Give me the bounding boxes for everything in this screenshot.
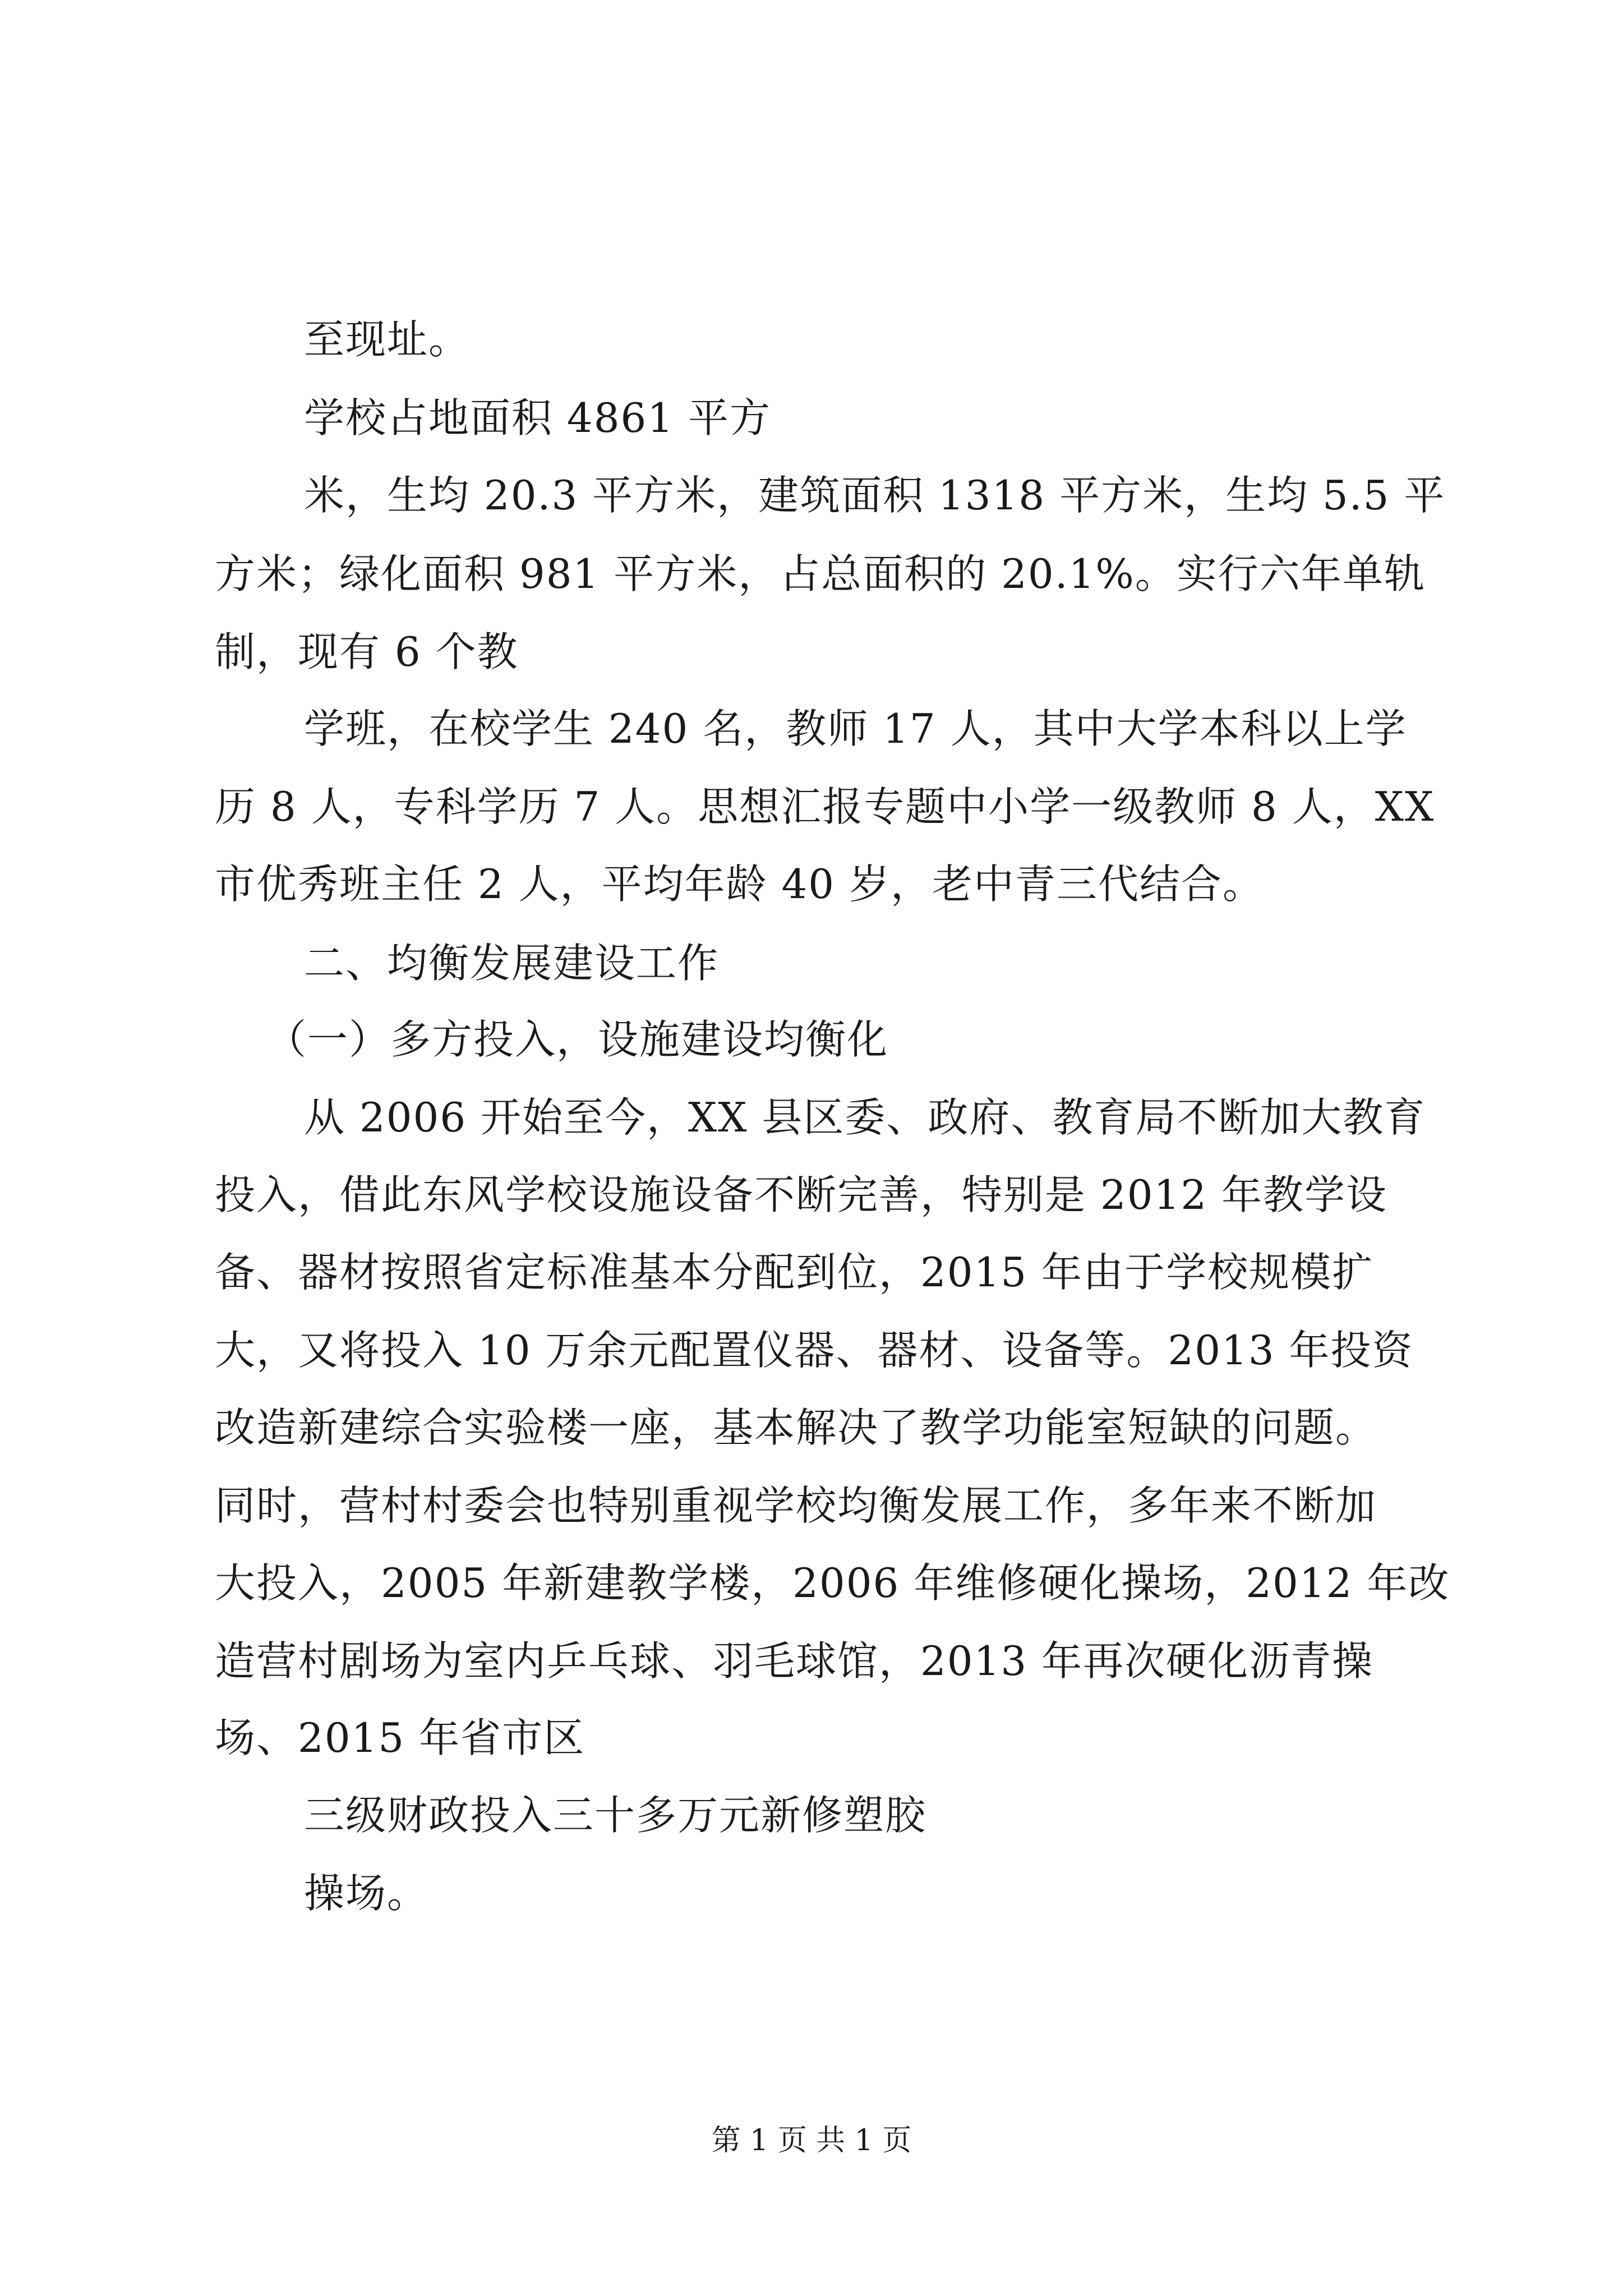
- section-heading: 二、均衡发展建设工作: [304, 940, 720, 987]
- text-line: 方米；绿化面积 981 平方米，占总面积的 20.1%。实行六年单轨: [215, 550, 1426, 597]
- text-line: 米，生均 20.3 平方米，建筑面积 1318 平方米，生均 5.5 平: [304, 472, 1446, 519]
- subsection-heading: （一）多方投入，设施建设均衡化: [266, 1016, 889, 1063]
- text-line: 备、器材按照省定标准基本分配到位，2015 年由于学校规模扩: [215, 1249, 1374, 1296]
- text-line: 市优秀班主任 2 人，平均年龄 40 岁，老中青三代结合。: [215, 861, 1264, 908]
- text-line: 学班，在校学生 240 名，教师 17 人，其中大学本科以上学: [304, 705, 1407, 752]
- text-line: 制，现有 6 个教: [215, 628, 519, 675]
- page-footer: 第 1 页 共 1 页: [711, 2124, 912, 2157]
- text-line: 场、2015 年省市区: [215, 1714, 585, 1761]
- text-line: 三级财政投入三十多万元新修塑胶: [304, 1792, 927, 1839]
- text-line: 同时，营村村委会也特别重视学校均衡发展工作，多年来不断加: [215, 1482, 1377, 1529]
- text-line: 从 2006 开始至今，XX 县区委、政府、教育局不断加大教育: [304, 1094, 1426, 1141]
- text-line: 操场。: [304, 1870, 429, 1917]
- text-line: 至现址。: [304, 316, 471, 363]
- text-line: 历 8 人，专科学历 7 人。思想汇报专题中小学一级教师 8 人，XX: [215, 783, 1435, 830]
- text-line: 改造新建综合实验楼一座，基本解决了教学功能室短缺的问题。: [215, 1404, 1377, 1451]
- text-line: 学校占地面积 4861 平方: [304, 394, 772, 441]
- text-line: 投入，借此东风学校设施设备不断完善，特别是 2012 年教学设: [215, 1171, 1388, 1218]
- text-line: 大投入，2005 年新建教学楼，2006 年维修硬化操场，2012 年改: [215, 1559, 1450, 1607]
- text-line: 造营村剧场为室内乒乓球、羽毛球馆，2013 年再次硬化沥青操: [215, 1637, 1374, 1685]
- text-line: 大，又将投入 10 万余元配置仪器、器材、设备等。2013 年投资: [215, 1327, 1414, 1374]
